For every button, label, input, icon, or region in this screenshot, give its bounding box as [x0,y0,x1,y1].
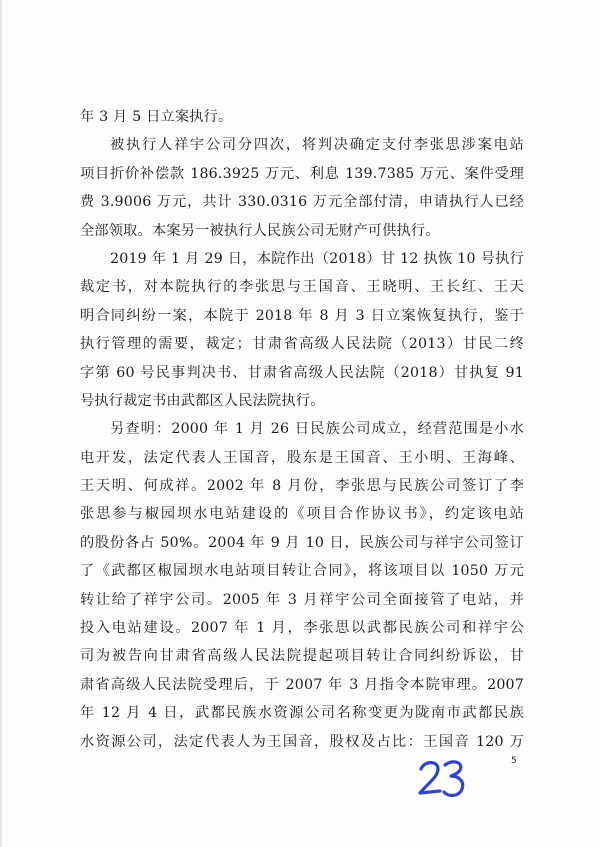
page-number: 5 [511,756,517,766]
text-line: 转让给了祥宇公司。2005 年 3 月祥宇公司全面接管了电站，并 [80,591,524,608]
body-text [80,103,524,756]
text-line: 裁定书，对本院执行的李张思与王国音、王晓明、王长红、王天 [80,279,524,296]
text-line: 电开发，法定代表人王国音，股东是王国音、王小明、王海峰、 [80,449,524,466]
text-line: 年 3 月 5 日立案执行。 [80,109,233,125]
text-line: 明合同纠纷一案，本院于 2018 年 8 月 3 日立案恢复执行，鉴于 [80,307,524,324]
page-edge [0,0,2,847]
text-line: 另查明：2000 年 1 月 26 日民族公司成立，经营范围是小水 [110,421,524,438]
text-line: 投入电站建设。2007 年 1 月，李张思以武都民族公司和祥宇公 [80,620,524,637]
text-line: 2019 年 1 月 29 日，本院作出（2018）甘 12 执恢 10 号执行 [110,250,524,267]
text-line: 执行管理的需要，裁定；甘肃省高级人民法院（2013）甘民二终 [80,336,524,353]
text-line: 被执行人祥宇公司分四次，将判决确定支付李张思涉案电站 [110,137,524,154]
text-line: 费 3.9006 万元，共计 330.0316 万元全部付清，申请执行人已经 [80,194,524,211]
text-line: 项目折价补偿款 186.3925 万元、利息 139.7385 万元、案件受理 [80,165,524,182]
text-line: 号执行裁定书由武都区人民法院执行。 [80,392,325,409]
text-line: 王天明、何成祥。2002 年 8 月份，李张思与民族公司签订了李 [80,478,524,495]
text-line: 了《武都区椒园坝水电站项目转让合同》，将该项目以 1050 万元 [80,563,524,580]
handwritten-page-number [416,757,468,801]
text-line: 全部领取。本案另一被执行人民族公司无财产可供执行。 [80,222,440,239]
text-line: 的股份各占 50%。2004 年 9 月 10 日，民族公司与祥宇公司签订 [80,534,524,551]
text-line: 字第 60 号民事判决书、甘肃省高级人民法院（2018）甘执复 91 [80,364,524,381]
text-line: 水资源公司，法定代表人为王国音，股权及占比：王国音 120 万 [80,733,524,750]
text-line: 年 12 月 4 日，武都民族水资源公司名称变更为陇南市武都民族 [80,705,524,722]
text-line: 肃省高级人民法院受理后，于 2007 年 3 月指令本院审理。2007 [80,676,524,693]
text-line: 张思参与椒园坝水电站建设的《项目合作协议书》，约定该电站 [80,506,524,523]
text-line: 司为被告向甘肃省高级人民法院提起项目转让合同纠纷诉讼，甘 [80,648,524,665]
